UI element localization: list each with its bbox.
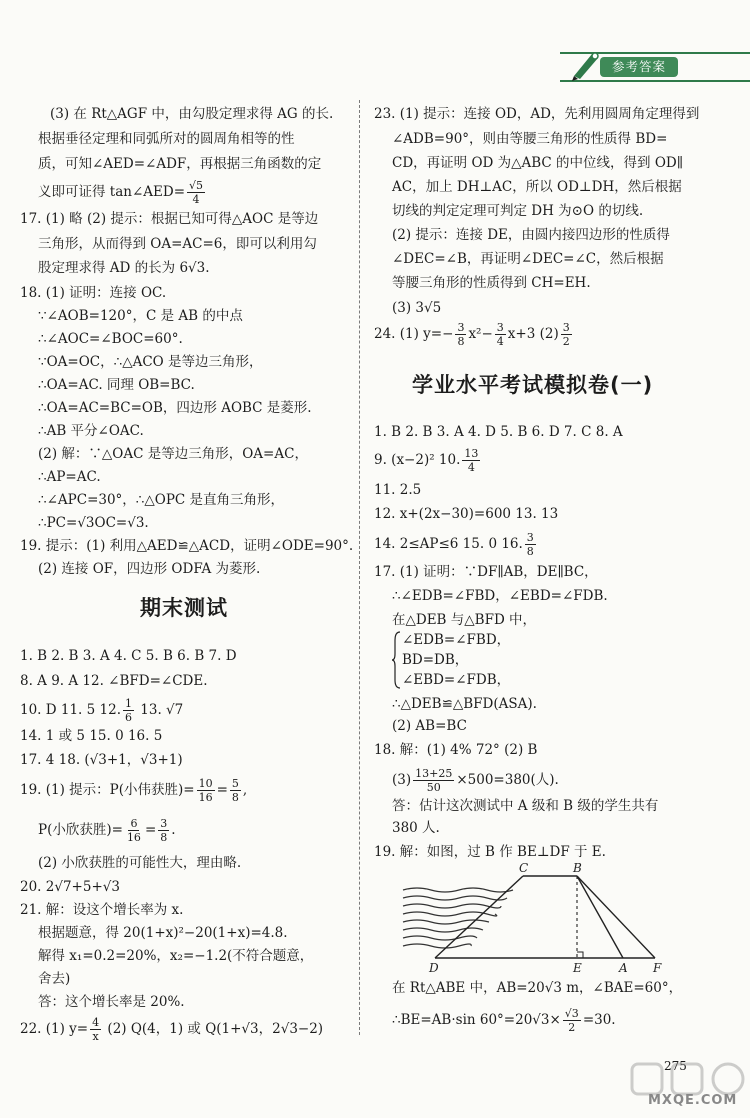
text-line: ∵∠AOB=120°，C 是 AB 的中点 <box>38 308 243 324</box>
text-line <box>20 1017 323 1042</box>
text-line: (3) 在 Rt△AGF 中，由勾股定理求得 AG 的长. <box>50 106 334 122</box>
text-line: 答：这个增长率是 20%. <box>38 994 185 1010</box>
text-line: BD=DB， <box>402 652 469 668</box>
fraction: $\frac{3}{4}$ <box>496 321 504 348</box>
fraction: $\frac{5}{8}$ <box>231 777 239 804</box>
fraction: $\frac{4}{x}$ <box>92 1016 100 1043</box>
right-angle-mark <box>577 952 583 958</box>
text-line <box>20 698 183 723</box>
pen-icon <box>568 48 602 82</box>
fraction: $\frac{13+25}{50}$ <box>415 767 453 794</box>
text-line: (2) 连接 OF，四边形 ODFA 为菱形. <box>38 561 261 577</box>
text-line: ∠ADB=90°，则由等腰三角形的性质得 BD= <box>392 131 668 147</box>
text-fragment: x²− <box>468 326 493 342</box>
fraction: $\frac{3}{8}$ <box>457 321 465 348</box>
text-line: (2) 解：∵△OAC 是等边三角形，OA=AC， <box>38 446 308 462</box>
text-line: 1. B 2. B 3. A 4. D 5. B 6. D 7. C 8. A <box>374 424 623 440</box>
text-fragment: 义即可证得 tan∠AED= <box>38 184 186 200</box>
geometry-figure <box>395 862 675 974</box>
water-waves <box>403 888 513 948</box>
fraction: $\frac{3}{8}$ <box>160 817 168 844</box>
text-line: ∵OA=OC，∴△ACO 是等边三角形， <box>38 354 263 370</box>
text-line: 股定理求得 AD 的长为 6√3. <box>38 260 210 276</box>
text-fragment: =30. <box>582 1012 616 1028</box>
text-line: 根据题意，得 20(1+x)²−20(1+x)=4.8. <box>38 925 288 941</box>
text-line: 三角形，从而得到 OA=AC=6，即可以利用勾 <box>38 236 317 252</box>
text-fragment: 9. (x−2)² 10. <box>374 452 461 468</box>
text-line: (2) AB=BC <box>392 718 467 734</box>
text-fragment: ∴BE=AB·sin 60°=20√3× <box>392 1012 561 1028</box>
point-label: E <box>573 961 582 974</box>
point-label: B <box>573 862 582 875</box>
brace-icon <box>392 630 402 690</box>
text-line: ∴OA=AC. 同理 OB=BC. <box>38 377 195 393</box>
text-fragment: P(小欣获胜)= <box>38 822 123 838</box>
text-line: 21. 解：设这个增长率为 x. <box>20 902 184 918</box>
text-line: ∠DEC=∠B，再证明∠DEC=∠C，然后根据 <box>392 251 664 267</box>
text-line: ∴∠EDB=∠FBD，∠EBD=∠FDB. <box>392 588 608 604</box>
text-line: 8. A 9. A 12. ∠BFD=∠CDE. <box>20 673 208 689</box>
text-fragment: 22. (1) y= <box>20 1021 89 1037</box>
text-line: 在△DEB 与△BFD 中， <box>392 612 537 628</box>
text-line: ∠EDB=∠FBD， <box>402 632 511 648</box>
fraction: $\frac{1}{6}$ <box>125 697 132 724</box>
text-line: (3) 3√5 <box>392 300 442 316</box>
text-line: 在 Rt△ABE 中，AB=20√3 m，∠BAE=60°， <box>392 980 683 996</box>
text-line: ∴AB 平分∠OAC. <box>38 423 144 439</box>
text-line: CD，再证明 OD 为△ABC 的中位线，得到 OD∥ <box>392 155 683 171</box>
text-line <box>38 180 207 205</box>
text-line: AC，加上 DH⊥AC，所以 OD⊥DH，然后根据 <box>392 179 682 195</box>
text-line: 380 人. <box>392 820 440 836</box>
text-line: 答：估计这次测试中 A 级和 B 级的学生共有 <box>392 798 659 814</box>
text-line: ∴∠APC=30°，∴△OPC 是直角三角形， <box>38 492 285 508</box>
fraction: $\frac{√3}{2}$ <box>564 1007 579 1034</box>
point-label: C <box>519 862 529 875</box>
text-fragment: (2) Q(4，1) 或 Q(1+√3，2√3−2) <box>107 1021 324 1037</box>
text-line: 19. 提示：(1) 利用△AED≌△ACD，证明∠ODE=90°. <box>20 538 354 554</box>
text-line: 切线的判定定理可判定 DH 为⊙O 的切线. <box>392 203 644 219</box>
text-line: 20. 2√7+5+√3 <box>20 879 120 895</box>
text-line: ∴PC=√3OC=√3. <box>38 515 149 531</box>
text-fragment: 13. √7 <box>140 702 184 718</box>
text-line: 根据垂径定理和同弧所对的圆周角相等的性 <box>38 131 295 147</box>
text-line: 1. B 2. B 3. A 4. C 5. B 6. B 7. D <box>20 648 237 664</box>
text-line: 11. 2.5 <box>374 482 422 498</box>
text-line: 17. 4 18. (√3+1，√3+1) <box>20 752 183 768</box>
text-line: 舍去) <box>38 971 71 987</box>
text-line <box>374 322 574 347</box>
point-label: D <box>429 961 439 974</box>
text-line: ∴△DEB≌△BFD(ASA). <box>392 696 537 712</box>
text-line <box>392 768 559 793</box>
fraction: $\frac{3}{8}$ <box>526 531 534 558</box>
fraction: $\frac{13}{4}$ <box>464 447 479 474</box>
text-line: 14. 1 或 5 15. 0 16. 5 <box>20 728 163 744</box>
text-line: 19. 解：如图，过 B 作 BE⊥DF 于 E. <box>374 844 606 860</box>
text-line <box>374 532 538 557</box>
text-line: ∴OA=AC=BC=OB，四边形 AOBC 是菱形. <box>38 400 312 416</box>
watermark-text: MXQE.COM <box>648 1093 738 1108</box>
text-line: 12. x+(2x−30)=600 13. 13 <box>374 506 559 522</box>
text-line: 17. (1) 证明：∵DF∥AB，DE∥BC， <box>374 564 598 580</box>
text-line: 18. 解：(1) 4% 72° (2) B <box>374 742 538 758</box>
page-number: 275 <box>664 1059 687 1073</box>
text-line: 等腰三角形的性质得到 CH=EH. <box>392 275 591 291</box>
text-fragment: ×500=380(人). <box>456 772 559 788</box>
text-line: 17. (1) 略 (2) 提示：根据已知可得△AOC 是等边 <box>20 211 319 227</box>
text-fragment: x+3 (2) <box>507 326 559 342</box>
fraction: $\frac{3}{2}$ <box>562 321 570 348</box>
text-line: 解得 x₁=0.2=20%，x₂=−1.2(不符合题意， <box>38 948 314 964</box>
text-line: (2) 提示：连接 DE，由圆内接四边形的性质得 <box>392 227 670 243</box>
section-heading-final-test: 期末测试 <box>140 596 228 620</box>
text-line: 19. (1) 提示：P(小伟获胜)= $\frac{10}{16}$ = $\frac{5}{8}$ , <box>20 777 248 804</box>
column-divider <box>359 100 360 1035</box>
text-line: (2) 小欣获胜的可能性大，理由略. <box>38 855 242 871</box>
text-line: 23. (1) 提示：连接 OD，AD，先利用圆周角定理得到 <box>374 106 700 122</box>
text-fragment: (3) <box>392 772 412 788</box>
text-fragment: 19. (1) 提示：P(小伟获胜)= <box>20 782 195 798</box>
text-line: ∴∠AOC=∠BOC=60°. <box>38 331 183 347</box>
text-line <box>392 1008 616 1033</box>
text-line: ∴AP=AC. <box>38 469 101 485</box>
text-line: 质，可知∠AED=∠ADF，再根据三角函数的定 <box>38 156 322 172</box>
fraction: $\frac{√5}{4}$ <box>189 179 204 206</box>
point-label: F <box>653 961 662 974</box>
text-fragment: 10. D 11. 5 12. <box>20 702 121 718</box>
fraction: $\frac{6}{16}$ <box>126 817 141 844</box>
point-label: A <box>619 961 628 974</box>
text-fragment: 24. (1) y=− <box>374 326 454 342</box>
text-line: 18. (1) 证明：连接 OC. <box>20 285 167 301</box>
text-fragment: 14. 2≤AP≤6 15. 0 16. <box>374 536 523 552</box>
section-heading-mock-exam: 学业水平考试模拟卷(一) <box>412 373 654 397</box>
text-line <box>374 448 482 473</box>
fraction: $\frac{10}{16}$ <box>198 777 213 804</box>
text-line: ∠EBD=∠FDB， <box>402 672 511 688</box>
text-line: P(小欣获胜)= $\frac{6}{16}$ = $\frac{3}{8}$ . <box>38 817 176 844</box>
answer-key-badge: 参考答案 <box>600 57 678 77</box>
